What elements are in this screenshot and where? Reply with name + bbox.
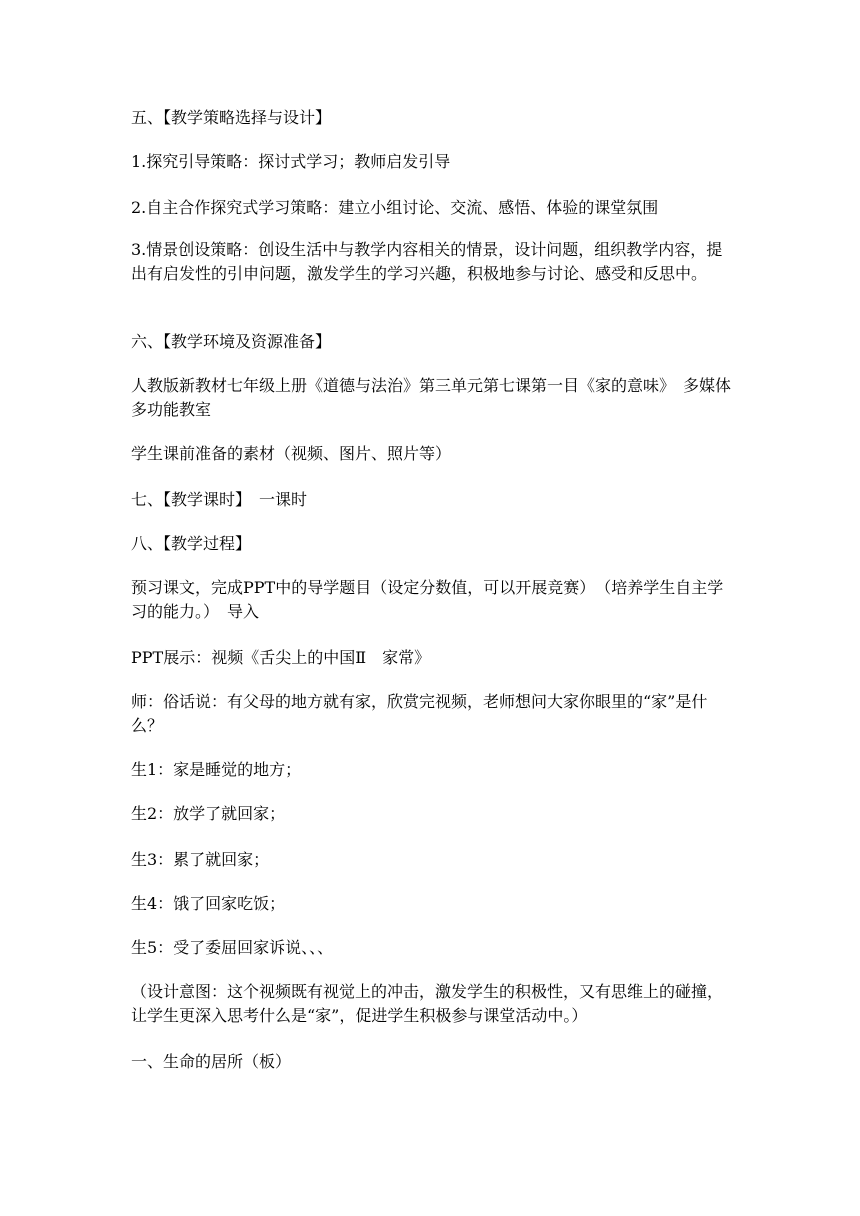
section-heading-strategy: 五、【教学策略选择与设计】 — [131, 108, 332, 127]
resources-materials: 学生课前准备的素材（视频、图片、照片等） — [131, 444, 452, 463]
design-intent-note: （设计意图：这个视频既有视觉上的冲击，激发学生的积极性，又有思维上的碰撞，让学生更深入思考什么是“家”，促进学生积极参与课堂活动中。） — [131, 982, 724, 1025]
section-heading-resources: 六、【教学环境及资源准备】 — [131, 332, 332, 351]
teacher-question: 师：俗话说：有父母的地方就有家，欣赏完视频，老师想问大家你眼里的“家”是什么？ — [131, 692, 708, 735]
student-answer-1: 生1：家是睡觉的地方； — [131, 760, 302, 779]
student-answer-2: 生2：放学了就回家； — [131, 804, 286, 823]
section-heading-class-hours: 七、【教学课时】 一课时 — [131, 490, 308, 509]
strategy-item-2: 2.自主合作探究式学习策略：建立小组讨论、交流、感悟、体验的课堂氛围 — [131, 198, 659, 217]
section-heading-process: 八、【教学过程】 — [131, 534, 252, 553]
process-ppt-video: PPT展示：视频《舌尖上的中国Ⅱ 家常》 — [131, 648, 431, 667]
student-answer-4: 生4：饿了回家吃饭； — [131, 894, 286, 913]
resources-textbook: 人教版新教材七年级上册《道德与法治》第三单元第七课第一目《家的意味》 多媒体多功能教室 — [131, 376, 732, 419]
process-preview: 预习课文，完成PPT中的导学题目（设定分数值，可以开展竞赛） （培养学生自主学习的能力。） 导入 — [131, 578, 724, 621]
student-answer-3: 生3：累了就回家； — [131, 850, 270, 869]
section-heading-dwelling: 一、生命的居所（板） — [131, 1052, 292, 1071]
student-answer-5: 生5：受了委屈回家诉说、、、 — [131, 938, 334, 957]
strategy-item-3: 3.情景创设策略：创设生活中与教学内容相关的情景，设计问题，组织教学内容，提出有启发性的引申问题，激发学生的学习兴趣，积极地参与讨论、感受和反思中。 — [131, 240, 723, 283]
strategy-item-1: 1.探究引导策略：探讨式学习；教师启发引导 — [131, 152, 451, 171]
